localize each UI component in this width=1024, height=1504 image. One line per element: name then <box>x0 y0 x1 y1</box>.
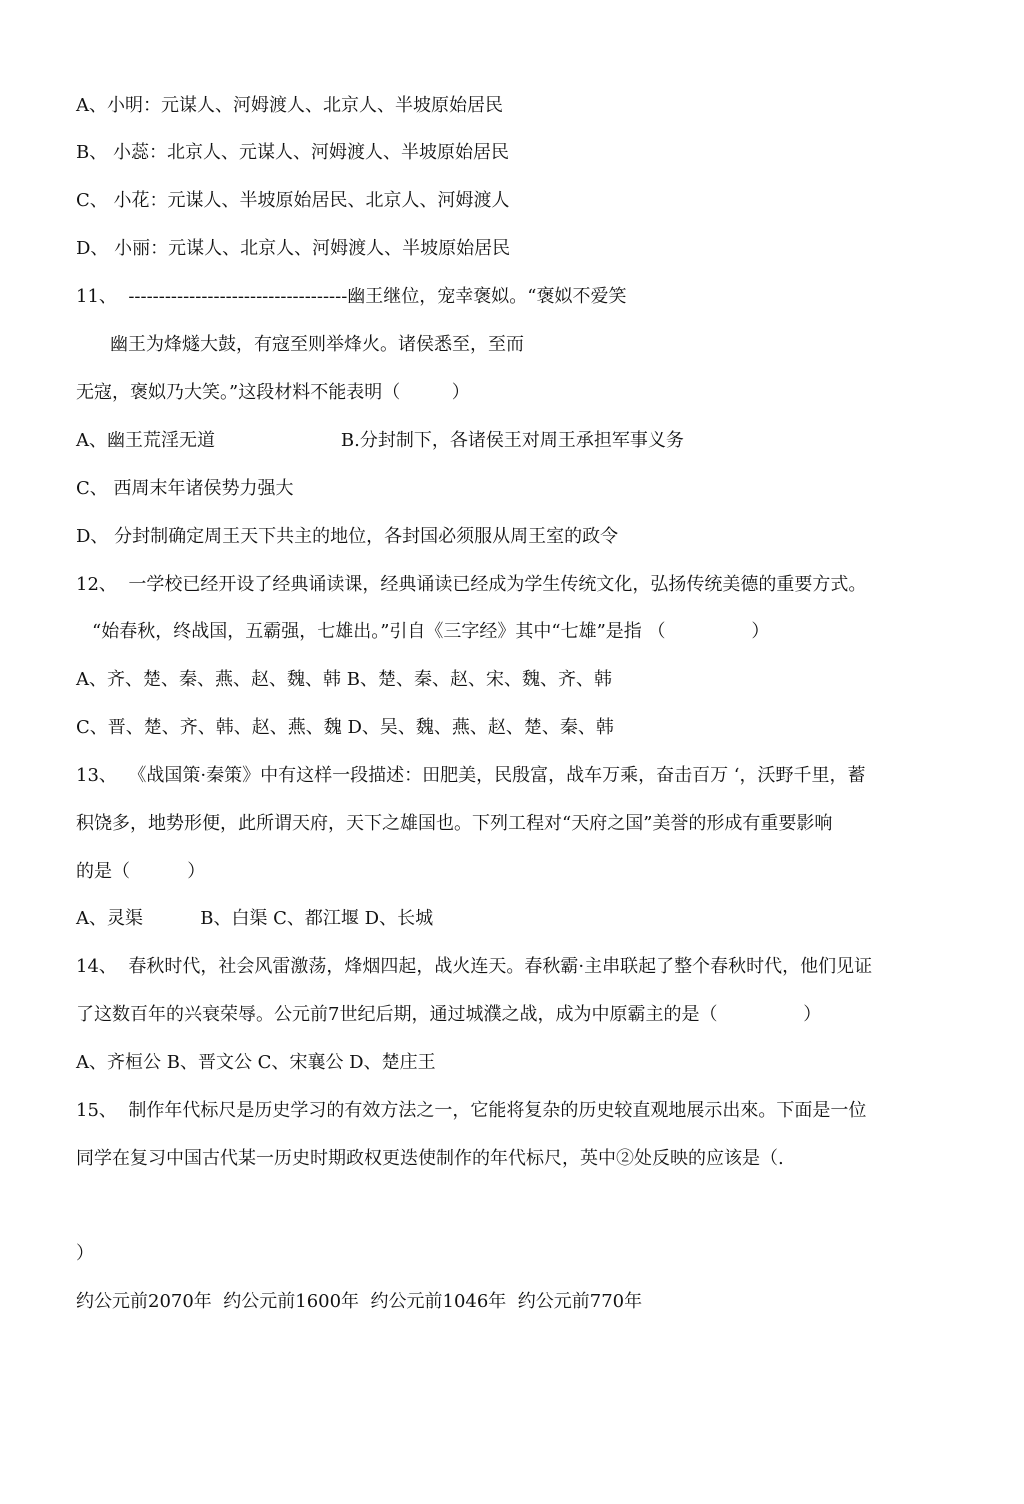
q14-stem-line1: 14、 春秋时代，社会风雷激荡，烽烟四起，战火连天。春秋霸·主串联起了整个春秋时代，他们见证 <box>76 956 873 977</box>
q13-stem-line1: 13、 《战国策·秦策》中有这样一段描述：田肥美，民殷富，战车万乘，奋击百万 ‘，沃野千里，蓄 <box>76 765 866 786</box>
q15-stem-line2: 同学在复习中国古代某一历史时期政权更迭使制作的年代标尺，英中②处反映的应该是（. <box>76 1148 784 1169</box>
q14-options: A、齐桓公 B、晋文公 C、宋襄公 D、楚庄王 <box>76 1052 436 1073</box>
q11-stem-line3: 无寇，褒姒乃大笑。”这段材料不能表明（ ） <box>76 382 470 403</box>
q11-stem-line1: 11、 ------------------------------------幽王继位，宠幸褒姒。“褒姒不爱笑 <box>76 286 627 307</box>
q11-option-d: D、 分封制确定周王天下共主的地位，各封国必须服从周王室的政令 <box>76 526 619 547</box>
q13-stem-line3: 的是（ ） <box>76 861 206 882</box>
q10-option-b: B、 小蕊：北京人、元谋人、河姆渡人、半坡原始居民 <box>76 142 509 163</box>
q11-options-ab: A、幽王荒淫无道 B.分封制下，各诸侯王对周王承担军事义务 <box>76 430 684 451</box>
q13-stem-line2: 积饶多，地势形便，此所谓天府，天下之雄国也。下列工程对“天府之国”美誉的形成有重要影响 <box>76 813 833 834</box>
q10-option-c: C、 小花：元谋人、半坡原始居民、北京人、河姆渡人 <box>76 190 510 211</box>
q10-option-d: D、 小丽：元谋人、北京人、河姆渡人、半坡原始居民 <box>76 238 511 259</box>
q15-stem-line1: 15、 制作年代标尺是历史学习的有效方法之一，它能将复杂的历史较直观地展示出來。下面是一位 <box>76 1100 867 1121</box>
q14-stem-line2: 了这数百年的兴衰荣辱。公元前7世纪后期，通过城濮之战，成为中原霸主的是（ ） <box>76 1004 822 1025</box>
q12-stem-line2: “始春秋，终战国，五霸强，七雄出。”引自《三字经》其中“七雄”是指 （ ） <box>92 621 770 642</box>
q10-option-a: A、小明：元谋人、河姆渡人、北京人、半坡原始居民 <box>76 95 503 116</box>
q15-stem-line3: ） <box>76 1243 94 1264</box>
q12-stem-line1: 12、 一学校已经开设了经典诵读课，经典诵读已经成为学生传统文化，弘扬传统美德的重要方式。 <box>76 574 867 595</box>
q13-options: A、灵渠 B、白渠 C、都江堰 D、长城 <box>76 908 434 929</box>
q11-stem-line2: 幽王为烽燧大鼓，有寇至则举烽火。诸侯悉至，至而 <box>110 334 524 355</box>
q12-options-cd: C、晋、楚、齐、韩、赵、燕、魏 D、吴、魏、燕、赵、楚、秦、韩 <box>76 717 614 738</box>
q12-options-ab: A、齐、楚、秦、燕、赵、魏、韩 B、楚、秦、赵、宋、魏、齐、韩 <box>76 669 612 690</box>
q15-timeline-labels: 约公元前2070年 约公元前1600年 约公元前1046年 约公元前770年 <box>76 1291 643 1312</box>
q11-option-c: C、 西周末年诸侯势力强大 <box>76 478 294 499</box>
